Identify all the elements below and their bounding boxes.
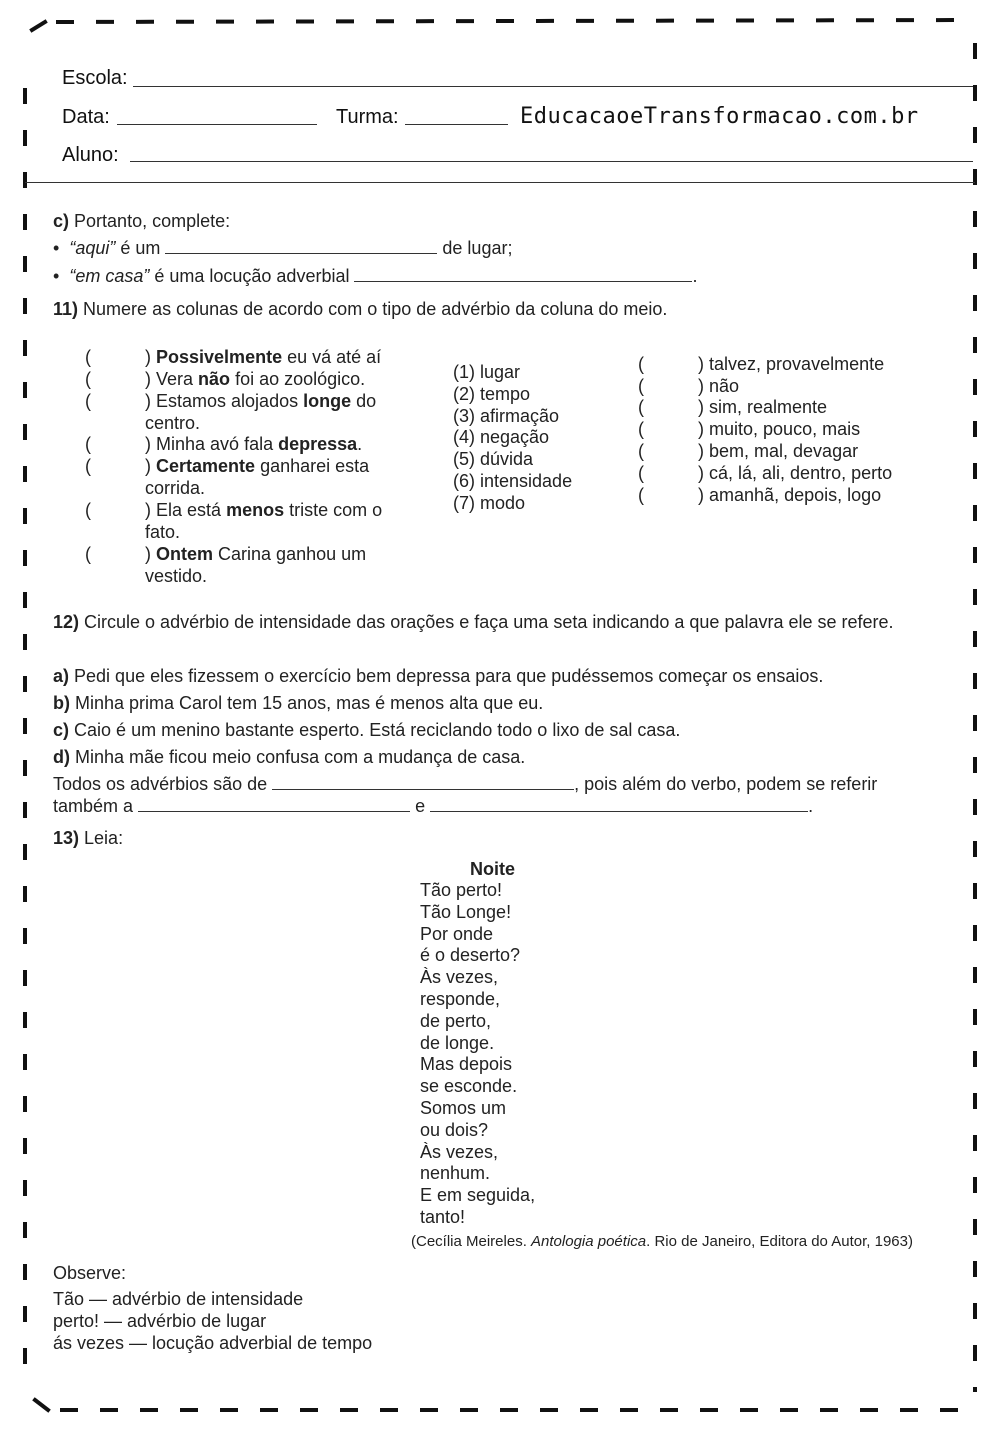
q11-left-cont: fato. [145,522,181,542]
q11-left-item [85,543,405,587]
q11-left-cont: corrida. [145,478,206,498]
turma-label: Turma: [336,106,399,128]
data-label: Data: [62,106,110,128]
q10c-bullet-1-after: de lugar; [437,238,513,258]
q11-heading [53,298,667,320]
q11-right-item [638,462,938,484]
open-paren[interactable]: ( [638,463,644,483]
q11-number: 11) [53,299,79,319]
q12-blank-3[interactable] [430,795,808,812]
q10c-heading [53,210,230,232]
open-paren[interactable]: ( [85,347,91,367]
q10c-bullet-2 [53,265,698,287]
q11-left-after: ganharei esta [255,456,370,476]
aluno-label: Aluno: [62,144,119,166]
q11-middle-item: (1) lugar [453,362,521,382]
q11-right-text: sim, realmente [709,397,828,417]
close-paren: ) [698,441,704,461]
q11-left-bold: longe [303,391,352,411]
q11-left-cont: centro. [145,413,201,433]
source-italic: Antologia poética [531,1233,647,1250]
q12-blank-2[interactable] [138,795,410,812]
poem-line: Por onde [420,923,494,944]
source-after: . Rio de Janeiro, Editora do Autor, 1963) [646,1233,913,1250]
q11-right-item [638,418,938,440]
open-paren[interactable]: ( [638,485,644,505]
q11-left-bold: Ontem [156,544,214,564]
q10c-blank-2[interactable] [354,265,692,282]
close-paren: ) [698,354,704,374]
open-paren[interactable]: ( [638,441,644,461]
q12-blank-1[interactable] [272,773,574,790]
q12-text: Circule o advérbio de intensidade das orações e faça uma seta indicando a que palavra ele se refere. [84,612,894,632]
open-paren[interactable]: ( [638,376,644,396]
q11-right-text: bem, mal, devagar [709,441,859,461]
poem-line: é o deserto? [420,945,521,966]
q11-left-bold: menos [226,500,285,520]
observe-line: Tão — advérbio de intensidade [53,1289,304,1309]
poem-line: Às vezes, [420,1141,499,1162]
observe-line: perto! — advérbio de lugar [53,1311,267,1331]
bullet-icon: • [53,238,60,258]
poem-line: ou dois? [420,1119,489,1140]
q11-left-after: eu vá até aí [282,347,382,367]
q10c-bullet-2-text: é uma locução adverbial [149,266,350,286]
q11-left-bold: Possivelmente [156,347,283,367]
q11-middle-item: (2) tempo [453,383,531,404]
q11-right-item [638,396,938,418]
q11-left-after: triste com o [284,500,383,520]
turma-field[interactable] [405,124,508,125]
q11-left-before: Ela está [156,500,227,520]
poem-title: Noite [470,859,515,879]
q11-right-text: talvez, provavelmente [709,354,885,374]
q11-middle-item: (5) dúvida [453,449,534,470]
q13-number: 13) [53,828,80,848]
open-paren[interactable]: ( [85,391,91,411]
q12-fill-part2: , pois além do verbo, podem se referir [574,774,878,794]
q11-left-item [85,368,405,390]
q11-right-text: muito, pouco, mais [709,419,861,439]
q13-text: Leia: [84,828,124,848]
q11-right-item [638,353,938,375]
q12-item-d [53,746,525,768]
poem-line: Tão Longe! [420,901,512,922]
open-paren[interactable]: ( [638,419,644,439]
q12-item-text: Pedi que eles fizessem o exercício bem depressa para que pudéssemos começar os ensaios. [74,666,824,686]
q11-middle-item: (4) negação [453,427,550,448]
q12-item-a [53,665,823,687]
q12-item-text: Minha prima Carol tem 15 anos, mas é menos alta que eu. [75,693,544,713]
q11-left-after: do [351,391,377,411]
q11-right-item [638,375,938,397]
poem-line: Às vezes, [420,967,499,988]
header-divider [25,182,975,183]
poem-line: de perto, [420,1010,492,1031]
q11-left-bold: Certamente [156,456,256,476]
close-paren: ) [698,376,704,396]
open-paren[interactable]: ( [85,500,91,520]
close-paren: ) [698,397,704,417]
open-paren[interactable]: ( [85,369,91,389]
close-paren: ) [145,434,151,454]
close-paren: ) [145,369,151,389]
open-paren[interactable]: ( [638,397,644,417]
site-watermark: EducacaoeTransformacao.com.br [520,104,919,129]
q11-right-text: não [709,376,740,396]
aluno-field[interactable] [130,161,973,162]
q12-fill-line-1 [53,773,877,795]
poem-line: Tão perto! [420,880,503,900]
q10c-bullet-2-quote: “em casa” [69,266,150,286]
q11-left-item [85,390,405,434]
q11-left-after: . [357,434,363,454]
q12-item-label: d) [53,747,70,767]
q11-left-bold: depressa [278,434,358,454]
poem-line: se esconde. [420,1076,518,1097]
q10c-bullet-1 [53,237,512,259]
open-paren[interactable]: ( [638,354,644,374]
q12-item-b [53,692,543,714]
observe-label: Observe: [53,1263,127,1283]
open-paren[interactable]: ( [85,434,91,454]
q11-left-cont: vestido. [145,566,208,586]
q10c-bullet-1-text: é um [115,238,161,258]
q12-item-c [53,719,680,741]
q11-right-item [638,440,938,462]
q12-item-text: Caio é um menino bastante esperto. Está reciclando todo o lixo de sal casa. [74,720,681,740]
poem-line: nenhum. [420,1163,491,1184]
q10c-bullet-2-after: . [692,266,698,286]
poem-line: E em seguida, [420,1185,536,1206]
q11-right-item [638,484,938,506]
q11-right-text: cá, lá, ali, dentro, perto [709,463,893,483]
q11-middle-item: (6) intensidade [453,470,573,491]
q13-heading [53,827,123,849]
poem-source [411,1233,913,1250]
source-before: (Cecília Meireles. [411,1233,532,1250]
close-paren: ) [145,347,151,367]
poem-line: de longe. [420,1032,495,1053]
poem-line: Somos um [420,1097,507,1118]
observe-line: ás vezes — locução adverbial de tempo [53,1333,373,1353]
close-paren: ) [698,463,704,483]
q12-item-label: b) [53,693,70,713]
q10c-bullet-1-quote: “aqui” [69,238,116,258]
q11-left-bold: não [198,369,231,389]
q11-left-after: Carina ganhou um [213,544,367,564]
poem-line: tanto! [420,1206,466,1227]
q11-right-text: amanhã, depois, logo [709,485,882,505]
q12-fill-part4: e [415,796,426,816]
q11-left-item [85,346,405,368]
q11-left-item [85,433,405,455]
q12-item-label: a) [53,666,70,686]
close-paren: ) [698,485,704,505]
q11-left-before: Vera [156,369,199,389]
escola-field[interactable] [133,86,973,87]
q10c-blank-1[interactable] [165,237,437,254]
close-paren: ) [145,391,151,411]
q11-left-before: Minha avó fala [156,434,279,454]
q11-middle-item: (3) afirmação [453,405,560,426]
q12-fill-part5: . [808,796,814,816]
q12-item-label: c) [53,720,70,740]
open-paren[interactable]: ( [85,456,91,476]
q11-left-item [85,455,405,499]
q10c-label: c) [53,211,70,231]
q11-left-after: foi ao zoológico. [230,369,366,389]
q11-middle-item: (7) modo [453,492,526,513]
close-paren: ) [145,456,151,476]
q11-left-before: Estamos alojados [156,391,304,411]
q11-middle-column [453,362,572,515]
close-paren: ) [145,500,151,520]
q12-fill-part3: também a [53,796,134,816]
q10c-text: Portanto, complete: [74,211,231,231]
q12-fill-part1: Todos os advérbios são de [53,774,268,794]
bullet-icon: • [53,266,60,286]
q11-text: Numere as colunas de acordo com o tipo de advérbio da coluna do meio. [83,299,668,319]
open-paren[interactable]: ( [85,544,91,564]
poem-line: Mas depois [420,1054,513,1075]
poem-line: responde, [420,988,501,1009]
close-paren: ) [698,419,704,439]
poem-body [420,880,535,1229]
data-field[interactable] [117,124,317,125]
q12-number: 12) [53,612,80,632]
observe-list [53,1288,372,1354]
q12-fill-line-2 [53,795,813,817]
q12-item-text: Minha mãe ficou meio confusa com a mudança de casa. [75,747,526,767]
q12-heading [53,611,931,633]
q11-left-item [85,499,405,543]
close-paren: ) [145,544,151,564]
escola-label: Escola: [62,67,128,89]
